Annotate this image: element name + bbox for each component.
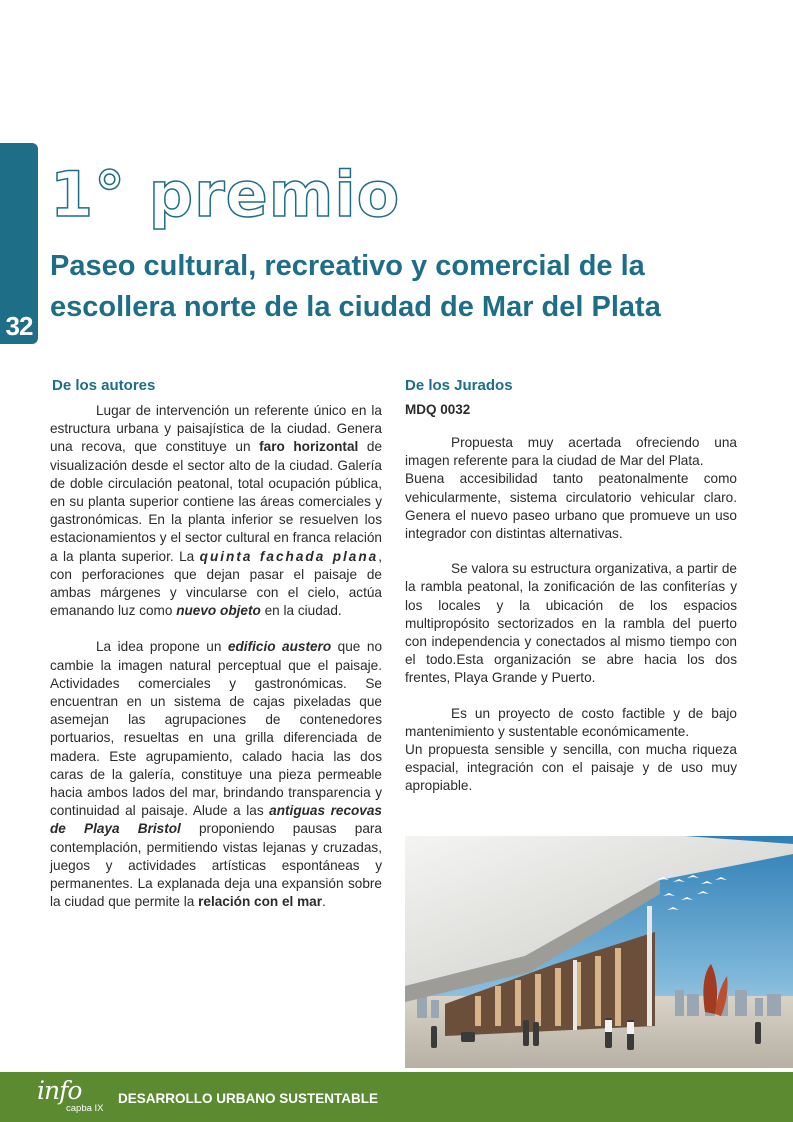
jury-paragraph-1b: Buena accesibilidad tanto peatonalmente como vehicularmente, sistema circulatorio vehicular claro. Genera el nuevo paseo urbano que promueve un uso integrador con distintas alternativas. [405,471,737,542]
jury-column [405,377,737,813]
page-number-tab [0,143,38,344]
jury-heading: De los Jurados [405,377,513,394]
jury-paragraph-1: Propuesta muy acertada ofreciendo una imagen referente para la ciudad de Mar del Plata. [405,435,737,469]
info-logo: info [37,1076,82,1105]
info-logo-subtitle: capba IX [66,1103,104,1114]
authors-heading: De los autores [52,377,156,394]
authors-column [50,377,382,929]
project-rendering-image [405,836,793,1068]
jury-paragraph-2: Se valora su estructura organizativa, a partir de la rambla peatonal, la zonificación de las confiterías y los locales y la ubicación de los espacios multipropósito sectorizados en la rambla del puerto con independencia y conectados al mismo tiempo con el todo.Esta organización se abre hacia los dos frentes, Playa Grande y Puerto. [405,561,737,686]
prize-title: 1° premio [50,158,401,231]
authors-paragraph-1: Lugar de intervención un referente único en la estructura urbana y paisajística de la ciudad. Genera una recova, que constituye un faro horizontal de visualización desde el sector alto de la ciudad. Galería de doble circulación peatonal, total ocupación pública, en su planta superior contiene las áreas comerciales y gastronómicas. En la planta inferior se resuelven los estacionamientos y el sector cultural en franca relación a la planta superior. La quinta fachada plana, con perforaciones que dejan pasar el paisaje de ambas márgenes y vincularse con el cielo, actúa emanando luz como nuevo objeto en la ciudad. [50,403,382,619]
footer-bar [0,1072,793,1122]
project-code: MDQ 0032 [405,402,471,417]
headline: Paseo cultural, recreativo y comercial de la escollera norte de la ciudad de Mar del Plata [50,250,661,323]
jury-paragraph-3b: Un propuesta sensible y sencilla, con mucha riqueza espacial, integración con el paisaje y de uso muy apropiable. [405,742,737,794]
authors-paragraph-2: La idea propone un edificio austero que no cambie la imagen natural perceptual que el paisaje. Actividades comerciales y gastronómicas. Se encuentran en un sistema de cajas pixeladas que asemejan las agrupaciones de contenedores portuarios, resueltas en una grilla diferenciada de madera. Este agrupamiento, calado hacia las dos caras de la galería, constituye una pieza permeable hacia ambos lados del mar, brindando transparencia y continuidad al paisaje. Alude a las antiguas recovas de Playa Bristol proponiendo pausas para contemplación, permitiendo vistas lejanas y cruzadas, juegos y actividades artísticas espontáneas y permanentes. La explanada deja una expansión sobre la ciudad que permite la relación con el mar. [50,639,383,910]
page-number: 32 [5,311,33,341]
jury-paragraph-3: Es un proyecto de costo factible y de bajo mantenimiento y sustentable económicamente. [405,705,737,739]
section-title: DESARROLLO URBANO SUSTENTABLE [118,1091,379,1106]
